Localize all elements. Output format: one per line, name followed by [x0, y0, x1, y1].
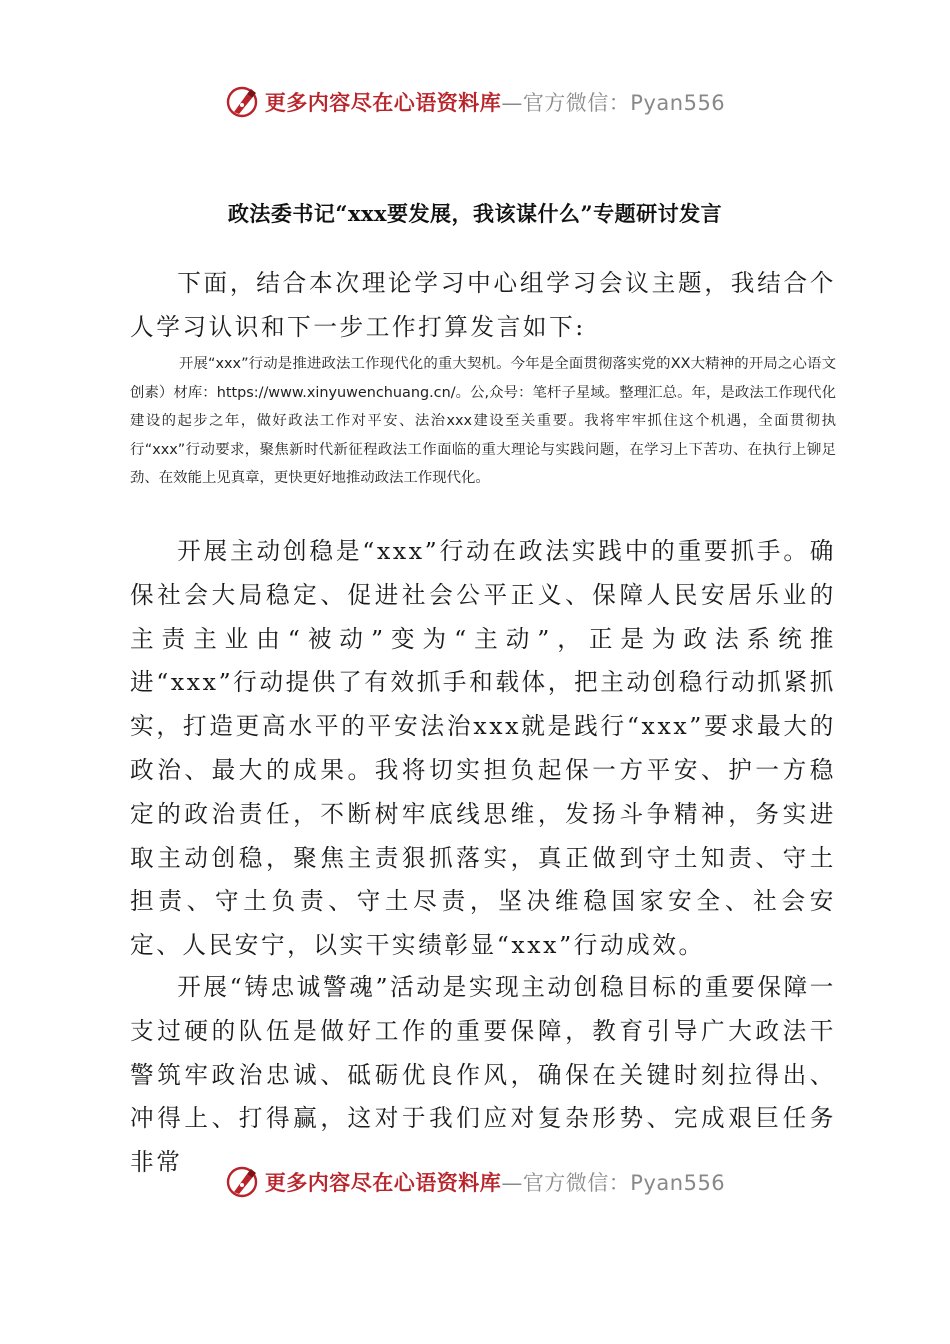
banner-suffix-text: 官方微信：Pyan556: [522, 1171, 726, 1195]
paragraph-loyalty: 开展“铸忠诚警魂”活动是实现主动创稳目标的重要保障一支过硬的队伍是做好工作的重要保障，教育引导广大政法干警筑牢政治忠诚、砥砺优良作风，确保在关键时刻拉得出、冲得上、打得赢，这对于我们应对复杂形势、完成艰巨任务非常: [130, 973, 836, 1177]
paragraph-intro: 下面，结合本次理论学习中心组学习会议主题，我结合个人学习认识和下一步工作打算发言如下:: [130, 269, 836, 341]
document-title: 政法委书记“xxx要发展，我该谋什么”专题研讨发言: [227, 201, 723, 226]
banner-caption: [265, 87, 725, 117]
banner-caption: [265, 1167, 725, 1197]
banner-main-text: 更多内容尽在心语资料库: [264, 91, 502, 115]
banner-dash: —: [501, 91, 523, 115]
paragraph-stability: 开展主动创稳是“xxx”行动在政法实践中的重要抓手。确保社会大局稳定、促进社会公平正义、保障人民安居乐业的主责主业由“被动”变为“主动”，正是为政法系统推进“xxx”行动提供了有效抓手和载体，把主动创稳行动抓紧抓实，打造更高水平的平安法治xxx就是践行“xxx”要求最大的政治、最大的成果。我将切实担负起保一方平安、护一方稳定的政治责任，不断树牢底线思维，发扬斗争精神，务实进取主动创稳，聚焦主责狠抓落实，真正做到守土知责、守土担责、守土负责、守土尽责，坚决维稳国家安全、社会安定、人民安宁，以实干实绩彰显“xxx”行动成效。: [130, 537, 836, 960]
footer-banner: [0, 1162, 950, 1202]
banner-main-text: 更多内容尽在心语资料库: [264, 1171, 502, 1195]
pen-nib-logo-icon: [225, 1164, 261, 1200]
banner-suffix-text: 官方微信：Pyan556: [522, 91, 726, 115]
header-banner: [0, 82, 950, 122]
pen-nib-logo-icon: [225, 84, 261, 120]
banner-dash: —: [501, 1171, 523, 1195]
paragraph-small-print: 开展“xxx”行动是推进政法工作现代化的重大契机。今年是全面贯彻落实党的XX大精神的开局之心语文创素）材库：https://www.xinyuwenchuang.cn/。公,众号：笔杆子星域。整理汇总。年，是政法工作现代化建设的起步之年，做好政法工作对平安、法治xxx建设至关重要。我将牢牢抓住这个机遇，全面贯彻执行“xxx”行动要求，聚焦新时代新征程政法工作面临的重大理论与实践问题，在学习上下苦功、在执行上铆足劲、在效能上见真章，更快更好地推动政法工作现代化。: [130, 356, 836, 487]
